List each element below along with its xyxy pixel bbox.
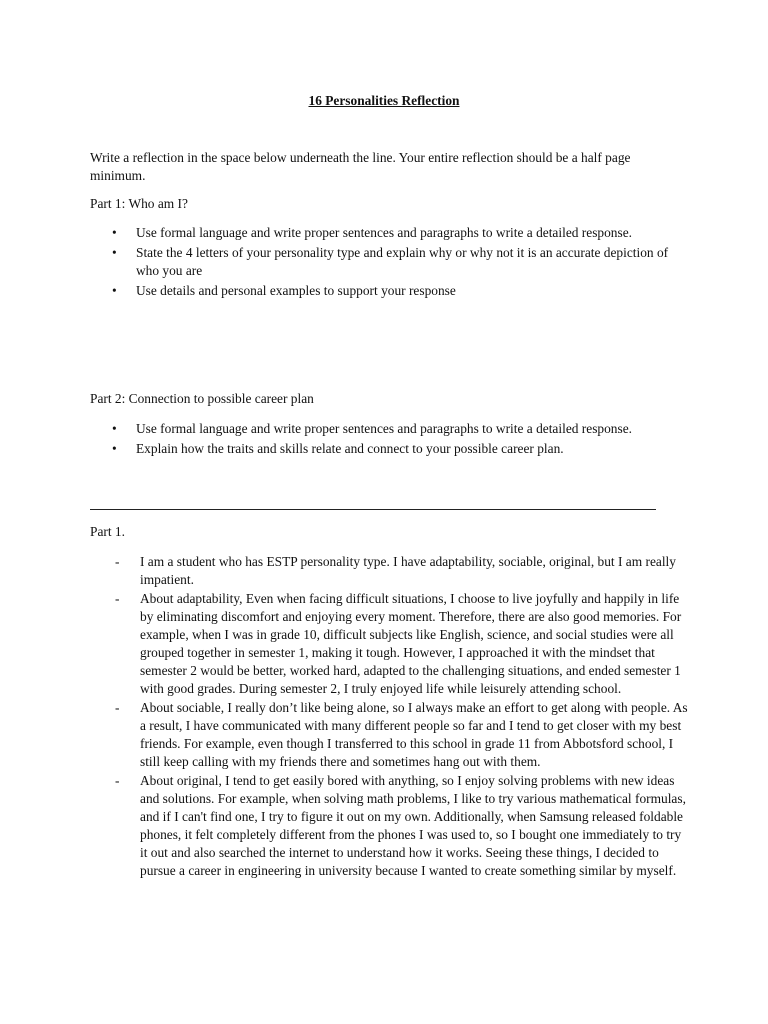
list-item (90, 420, 690, 438)
part1-prompt-bullets (90, 224, 690, 302)
reflection-divider-line (90, 509, 656, 510)
part2-prompt-heading: Part 2: Connection to possible career plan (90, 391, 314, 406)
response-text: I am a student who has ESTP personality type. I have adaptability, sociable, original, but I am really impatient. (140, 554, 676, 587)
list-item (90, 244, 690, 280)
response-heading: Part 1. (90, 524, 125, 539)
intro-paragraph: Write a reflection in the space below underneath the line. Your entire reflection should be a half page minimum. (90, 150, 631, 183)
bullet-text: Use details and personal examples to support your response (136, 283, 456, 298)
list-item (90, 699, 690, 771)
list-item (90, 282, 690, 300)
bullet-icon: • (112, 245, 117, 260)
list-item (90, 772, 690, 880)
dash-marker: - (115, 773, 120, 788)
response-list (90, 553, 690, 881)
bullet-icon: • (112, 441, 117, 456)
list-item (90, 553, 690, 589)
dash-marker: - (115, 591, 120, 606)
dash-marker: - (115, 700, 120, 715)
part1-prompt-heading: Part 1: Who am I? (90, 196, 188, 211)
bullet-text: Use formal language and write proper sentences and paragraphs to write a detailed response. (136, 225, 633, 240)
response-text: About adaptability, Even when facing difficult situations, I choose to live joyfully and happily in life by eliminating discomfort and enjoying every moment. Therefore, there are also good memories. For example, when I was in grade 10, difficult subjects like English, science, and social studies were all grouped together in semester 1, making it tough. However, I approached it with the mindset that semester 2 would be better, worked hard, adapted to the challenging situations, and ended semester 1 with good grades. During semester 2, I truly enjoyed life while leisurely attending school. (140, 591, 682, 696)
part2-prompt-bullets (90, 420, 690, 460)
response-text: About sociable, I really don’t like being alone, so I always make an effort to get along with people. As a result, I have communicated with many different people so far and I tend to get closer with my best friends. For example, even though I transferred to this school in grade 11 from Abbotsford school, I still keep calling with my friends there and sometimes hang out with them. (140, 700, 688, 769)
dash-marker: - (115, 554, 120, 569)
bullet-icon: • (112, 283, 117, 298)
bullet-icon: • (112, 421, 117, 436)
bullet-text: Explain how the traits and skills relate and connect to your possible career plan. (136, 441, 564, 456)
response-text: About original, I tend to get easily bored with anything, so I enjoy solving problems with new ideas and solutions. For example, when solving math problems, I like to try various mathematical formulas, and if I can't find one, I try to figure it out on my own. Additionally, when Samsung released foldable phones, it felt completely different from the phones I was used to, so I bought one immediately to try it out and also searched the internet to understand how it works. Seeing these things, I decided to pursue a career in engineering in university because I wanted to create something similar by myself. (140, 773, 686, 878)
document-title: 16 Personalities Reflection (308, 93, 460, 108)
list-item (90, 224, 690, 242)
list-item (90, 440, 690, 458)
bullet-text: State the 4 letters of your personality type and explain why or why not it is an accurate depiction of who you are (136, 245, 669, 278)
bullet-text: Use formal language and write proper sentences and paragraphs to write a detailed response. (136, 421, 633, 436)
list-item (90, 590, 690, 698)
bullet-icon: • (112, 225, 117, 240)
